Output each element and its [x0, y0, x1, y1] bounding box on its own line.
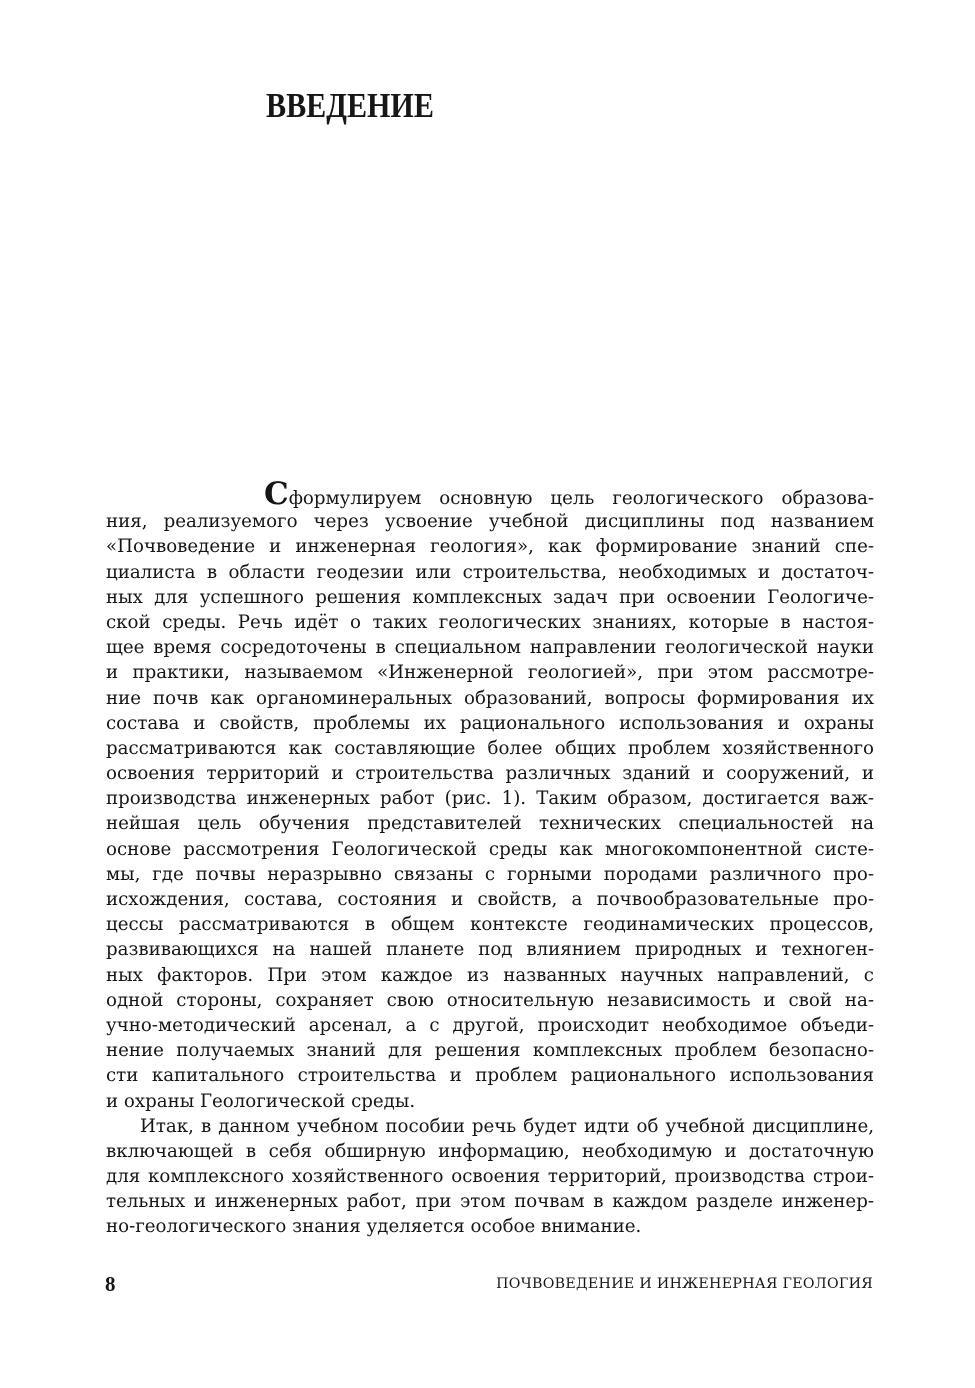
paragraph-1-line: основе рассмотрения Геологической среды как многокомпонентной систе- [106, 838, 874, 860]
paragraph-1-line: исхождения, состава, состояния и свойств, а почвообразовательные про- [106, 889, 874, 910]
paragraph-1-line: состава и свойств, проблемы их рационального использования и охраны [106, 712, 874, 734]
paragraph-2-line: включающей в себя обширную информацию, необходимую и достаточную [106, 1140, 874, 1162]
paragraph-1-line: освоения территорий и строительства различных зданий и сооружений, и [106, 763, 874, 785]
paragraph-1-line: щее время сосредоточены в специальном направлении геологической науки [106, 637, 874, 659]
paragraph-2-line: Итак, в данном учебном пособии речь будет идти об учебной дисциплине, [140, 1115, 874, 1137]
paragraph-1-line: ние почв как органоминеральных образований, вопросы формирования их [106, 687, 874, 709]
paragraph-1-line: одной стороны, сохраняет свою относительную независимость и свой на- [106, 989, 874, 1011]
paragraph-1-line: «Почвоведение и инженерная геология», как формирование знаний спе- [106, 536, 874, 558]
running-title: ПОЧВОВЕДЕНИЕ И ИНЖЕНЕРНАЯ ГЕОЛОГИЯ [496, 1276, 873, 1292]
paragraph-2-line: но-геологического знания уделяется особое внимание. [106, 1216, 642, 1238]
paragraph-2-line: тельных и инженерных работ, при этом почвам в каждом разделе инженер- [106, 1191, 874, 1213]
paragraph-1-line: мы, где почвы неразрывно связаны с горными породами различного про- [106, 863, 874, 885]
paragraph-1-line: производства инженерных работ (рис. 1). Таким образом, достигается важ- [106, 788, 874, 810]
paragraph-1-line: цессы рассматриваются в общем контексте геодинамических процессов, [106, 914, 874, 936]
paragraph-1-line: нение получаемых знаний для решения комплексных проблем безопасно- [106, 1040, 874, 1062]
first-line-text: формулируем основную цель геологического образова- [288, 488, 874, 509]
paragraph-1-line: рассматриваются как составляющие более общих проблем хозяйственного [106, 737, 874, 759]
paragraph-1-line: учно-методический арсенал, а с другой, происходит необходимое объеди- [106, 1014, 874, 1036]
paragraph-1-line: ния, реализуемого через усвоение учебной дисциплины под названием [106, 511, 874, 533]
paragraph-1-line: ных факторов. При этом каждое из названных научных направлений, с [106, 964, 874, 986]
paragraph-1-line: и охраны Геологической среды. [106, 1090, 416, 1112]
drop-cap: С [264, 476, 289, 512]
paragraph-2-line: для комплексного хозяйственного освоения территорий, производства строи- [106, 1166, 874, 1188]
paragraph-1-line: нейшая цель обучения представителей технических специальностей на [106, 813, 874, 835]
paragraph-2 [106, 1114, 874, 1240]
paragraph-1-line: сти капитального строительства и проблем рационального использования [106, 1065, 874, 1087]
paragraph-1-line: ской среды. Речь идёт о таких геологических знаниях, которые в настоя- [106, 611, 874, 633]
paragraph-1-line: развивающихся на нашей планете под влиянием природных и техноген- [106, 939, 874, 961]
chapter-heading: ВВЕДЕНИЕ [266, 86, 434, 125]
paragraph-1-line: и практики, называемом «Инженерной геологией», при этом рассмотре- [106, 662, 874, 684]
paragraph-1-line: циалиста в области геодезии или строительства, необходимых и достаточ- [106, 561, 874, 583]
paragraph-1-line-1 [106, 476, 874, 512]
paragraph-1 [106, 476, 874, 1114]
paragraph-1-line: ных для успешного решения комплексных задач при освоении Геологиче- [106, 586, 874, 608]
body-text [106, 476, 874, 1240]
page-number: 8 [105, 1272, 116, 1296]
